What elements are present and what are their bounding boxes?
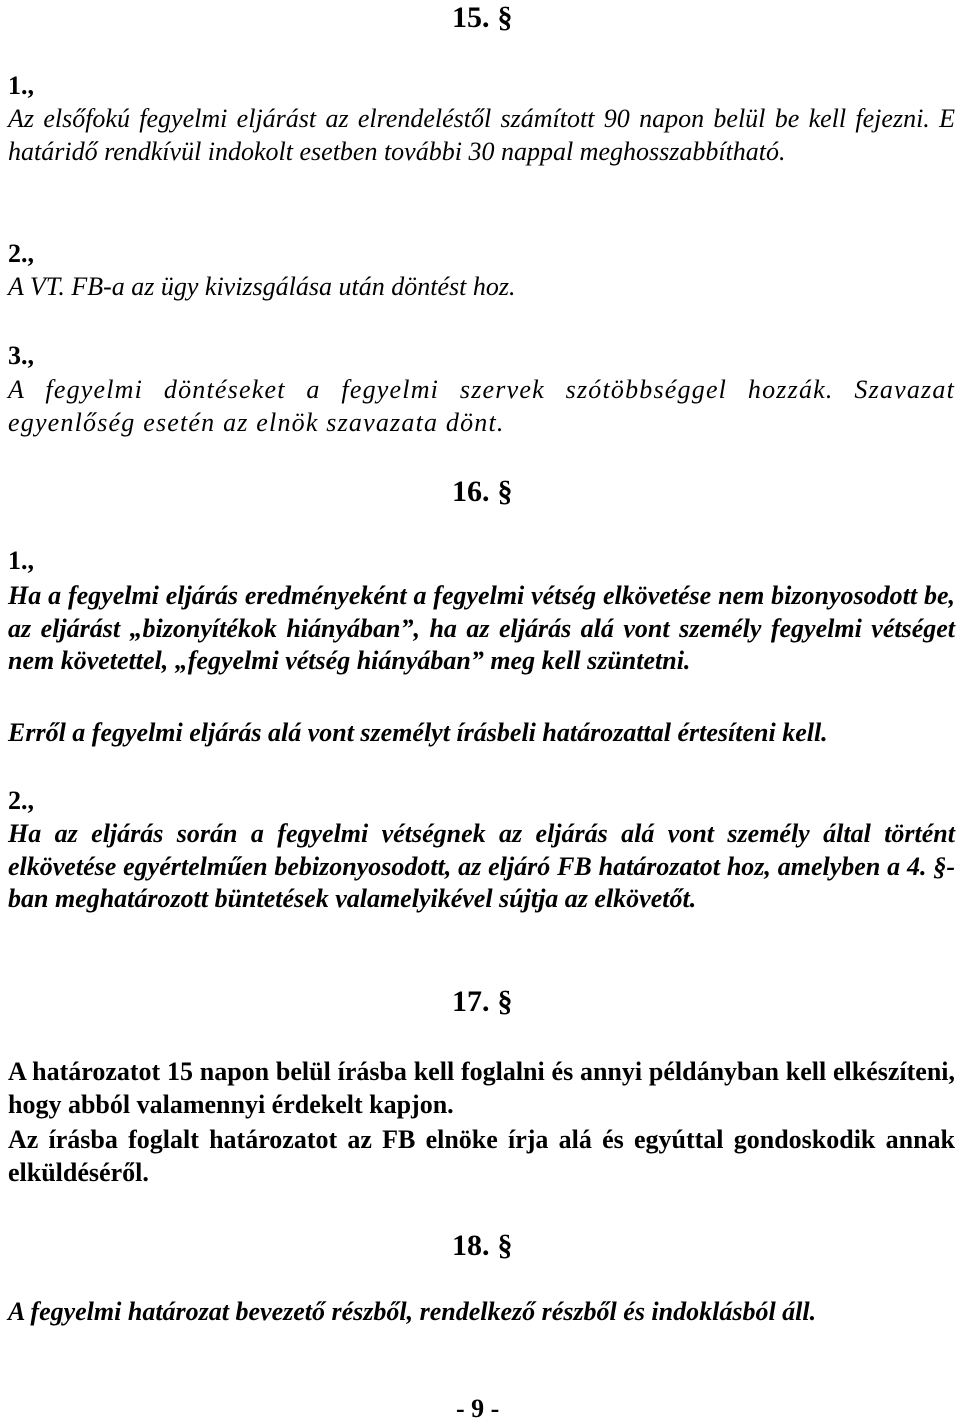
item-number: 2.,: [8, 239, 34, 268]
section-sign: §: [497, 1229, 513, 1262]
paragraph: Ha az eljárás során a fegyelmi vétségnek az eljárás alá vont személy által történt elkövetése egyértelműen bebizonyosodott, az eljáró FB határozatot hoz, amelyben a 4. §-ban meghatározott büntetések valamelyikével sújtja az elkövetőt.: [8, 819, 955, 913]
paragraph: Ha a fegyelmi eljárás eredményeként a fegyelmi vétség elkövetése nem bizonyosodott be, az eljárást „bizonyítékok hiányában”, ha az eljárás alá vont személy fegyelmi vétséget nem követettel, „fegyelmi vétség hiányában” meg kell szüntetni.: [8, 581, 955, 675]
item-number: 2.,: [8, 786, 34, 815]
paragraph: A VT. FB-a az ügy kivizsgálása után döntést hoz.: [8, 272, 516, 301]
paragraph: A határozatot 15 napon belül írásba kell foglalni és annyi példányban kell elkészíteni, hogy abból valamennyi érdekelt kapjon.: [8, 1057, 955, 1119]
section-sign: §: [497, 475, 513, 508]
paragraph: Az elsőfokú fegyelmi eljárást az elrendeléstől számított 90 napon belül be kell fejezni. E határidő rendkívül indokolt esetben további 30 nappal meghosszabbítható.: [8, 104, 955, 166]
section-sign: §: [497, 985, 513, 1018]
paragraph: Erről a fegyelmi eljárás alá vont személyt írásbeli határozattal értesíteni kell.: [8, 718, 828, 747]
section-heading-17: [452, 984, 513, 1020]
section-number: 18.: [452, 1229, 490, 1262]
item-number: 3.,: [8, 341, 34, 370]
paragraph: A fegyelmi határozat bevezető részből, rendelkező részből és indoklásból áll.: [8, 1297, 817, 1326]
section-number: 16.: [452, 475, 490, 508]
item-number: 1.,: [8, 546, 34, 575]
section-heading-15: [452, 0, 513, 36]
document-page: [8, 0, 955, 1426]
paragraph: Az írásba foglalt határozatot az FB elnöke írja alá és egyúttal gondoskodik annak elküldéséről.: [8, 1125, 955, 1187]
section-heading-18: [452, 1228, 513, 1264]
item-number: 1.,: [8, 71, 34, 100]
paragraph: A fegyelmi döntéseket a fegyelmi szervek szótöbbséggel hozzák. Szavazat egyenlőség esetén az elnök szavazata dönt.: [8, 375, 955, 437]
section-number: 15.: [452, 1, 490, 34]
section-sign: §: [497, 1, 513, 34]
section-heading-16: [452, 474, 513, 510]
page-number: - 9 -: [456, 1394, 500, 1423]
section-number: 17.: [452, 985, 490, 1018]
